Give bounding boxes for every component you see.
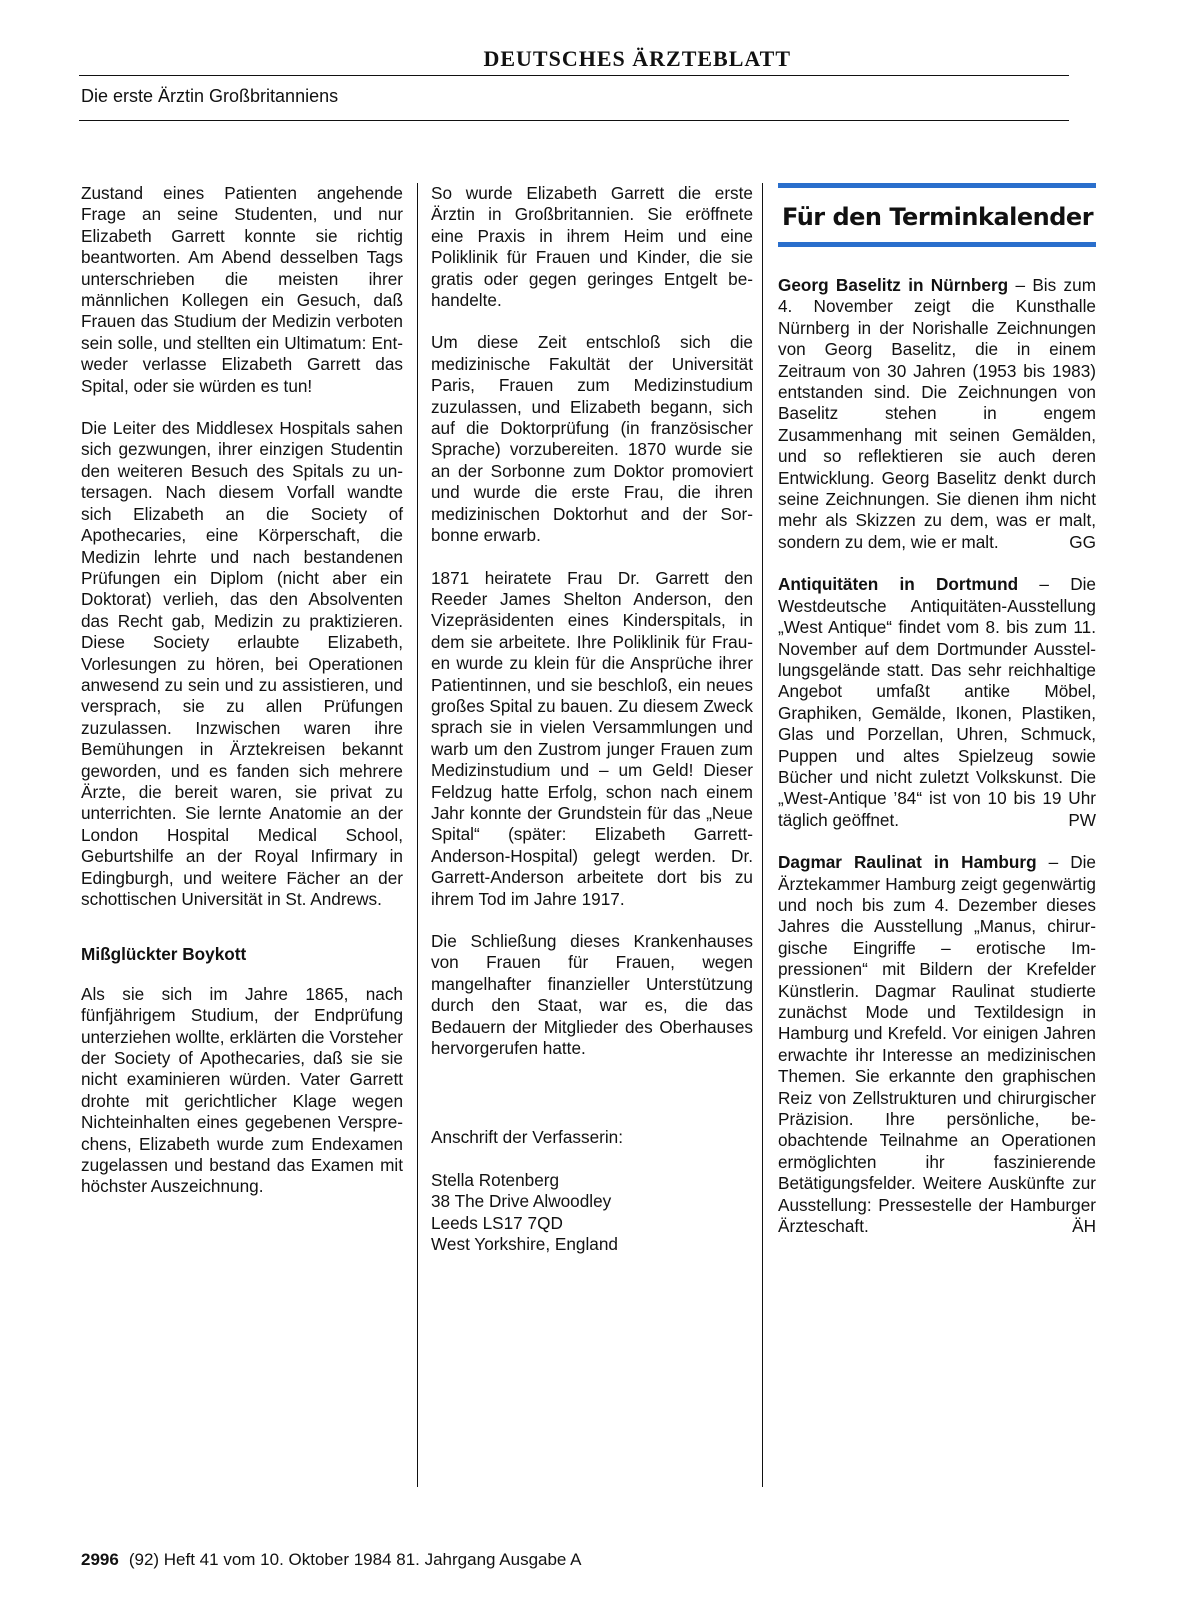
author-address	[431, 1170, 753, 1256]
address-line: West Yorkshire, England	[431, 1234, 618, 1255]
address-line: Leeds LS17 7QD	[431, 1212, 563, 1233]
issue-details: (92) Heft 41 vom 10. Oktober 1984 81. Jahrgang Ausgabe A	[128, 1550, 582, 1569]
header-rule	[79, 75, 1069, 76]
entry-heading: Dagmar Raulinat in Hamburg	[778, 852, 1037, 873]
entry-text: Die Westdeutsche Antiquitäten-Ausstellung „West Antique“ findet vom 8. bis zum 11. November auf dem Dortmunder Ausstellungsgelände statt. Das sehr reichhaltige Angebot umfaßt antike Möbel, Graphiken, Gemälde, Ikonen, Plastiken, Glas und Porzellan, Uhren, Schmuck, Puppen und altes Spielzeug sowie Bücher und nicht zuletzt Volkskunst. Die „West-Antique ’84“ ist von 10 bis 19 Uhr täglich geöffnet.	[778, 574, 1096, 830]
entry-dash: –	[1008, 275, 1033, 295]
section-title: Die erste Ärztin Großbritanniens	[81, 86, 339, 106]
entry-signature: ÄH	[1072, 1216, 1096, 1237]
journal-masthead: DEUTSCHES ÄRZTEBLATT	[483, 46, 791, 71]
entry-signature: PW	[1068, 809, 1096, 830]
paragraph: Als sie sich im Jahre 1865, nach fünfjährigem Studium, der Endprüfung unterziehen wollte, erklärten die Vorsteher der Society of Apothecaries, daß sie sie nicht examinieren würden. Vater Garrett drohte mit gerichtlicher Klage wegen Nichteinhalten eines gegebenen Versprechens, Elizabeth wurde zum Endexamen zugelassen und bestand das Examen mit höchster Auszeichnung.	[81, 983, 403, 1197]
entry-text: Die Ärztekammer Hamburg zeigt gegenwärtig und noch bis zum 4. Dezember dieses Jahres die Ausstellung „Manus, chirurgische Eingriffe – erotische Impressionen“ mit Bildern der Krefelder Künstlerin. Dagmar Raulinat studierte zunächst Mode und Textildesign in Hamburg und Krefeld. Vor einigen Jahren erwachte ihr Interesse an medizinischen Themen. Sie erkannte den graphischen Reiz von Zellstrukturen und chirurgischer Präzision. Ihre persönliche, beobachtende Teilnahme an Operationen ermöglichten ihr faszinierende Betätigungsfelder. Weitere Auskünfte zur Ausstellung: Pressestelle der Hamburger Ärzteschaft.	[778, 852, 1096, 1237]
calendar-bottom-bar	[778, 242, 1096, 247]
entry-text: Bis zum 4. November zeigt die Kunsthalle Nürnberg in der Norishalle Zeichnungen von Georg Baselitz, die in einem Zeitraum von 30 Jahren (1953 bis 1983) entstanden sind. Die Zeichnungen von Baselitz stehen in engem Zusammenhang mit seinen Gemälden, und so reflektieren sie auch deren Entwicklung. Georg Baselitz denkt durch seine Zeichnungen. Sie dienen ihm nicht mehr als Skizzen zu dem, was er malt, sondern zu dem, wie er malt.	[778, 275, 1097, 552]
subheader-rule	[79, 120, 1069, 121]
article-column-2	[431, 183, 753, 1255]
column-divider-1	[417, 183, 418, 1487]
entry-dash: –	[1018, 574, 1071, 595]
address-line: 38 The Drive Alwoodley	[431, 1191, 612, 1212]
entry-dash: –	[1036, 852, 1071, 873]
calendar-entry	[778, 574, 1096, 831]
article-column-1	[81, 183, 403, 1219]
address-label: Anschrift der Verfasserin:	[431, 1127, 624, 1148]
paragraph: Zustand eines Patienten angehende Frage an seine Studenten, und nur Elizabeth Garrett konnte sie richtig beantworten. Am Abend desselben Tags unterschrieben die meisten ihrer männlichen Kollegen ein Gesuch, daß Frauen das Studium der Medizin verboten sein solle, und stellten ein Ultimatum: Entweder verlasse Elizabeth Garrett das Spital, oder sie würden es tun!	[81, 183, 403, 396]
paragraph: Die Leiter des Middlesex Hospitals sahen sich gezwungen, ihrer einzigen Studentin den weiteren Besuch des Spitals zu untersagen. Nach diesem Vorfall wandte sich Elizabeth an die Society of Apothecaries, eine Körperschaft, die Medizin lehrte und nach bestandenen Prüfungen ein Diplom (nicht aber ein Doktorat) verlieh, das den Absolventen das Recht gab, Medizin zu praktizieren. Diese Society erlaubte Elizabeth, Vorlesungen zu hören, bei Operationen anwesend zu sein und zu assistieren, und versprach, sie zu allen Prüfungen zuzulassen. Inzwischen waren ihre Bemühungen in Ärztekreisen bekannt geworden, und es fanden sich mehrere Ärzte, die bereit waren, sie privat zu unterrichten. Sie lernte Anatomie an der London Hospital Medical School, Geburtshilfe an der Royal Infirmary in Edingburgh, und weitere Fächer an der schottischen Universität in St. Andrews.	[81, 418, 403, 909]
entry-heading: Georg Baselitz in Nürnberg	[778, 275, 1009, 295]
paragraph: 1871 heiratete Frau Dr. Garrett den Reeder James Shelton Anderson, den Vizepräsidenten eines Kinderspitals, in dem sie arbeitete. Ihre Poliklinik für Frauen wurde zu klein für die Ansprüche ihrer Patientinnen, und sie beschloß, ein neues großes Spital zu bauen. Zu diesem Zweck sprach sie in vielen Versammlungen und warb um den Zustrom junger Frauen zum Medizinstudium und – um Geld! Dieser Feldzug hatte Erfolg, schon nach einem Jahr konnte der Grundstein für das „Neue Spital“ (später: Elizabeth Garrett-Anderson-Hospital) gelegt werden. Dr. Garrett-Anderson arbeitete dort bis zu ihrem Tod im Jahre 1917.	[431, 567, 753, 909]
entry-heading: Antiquitäten in Dortmund	[778, 574, 1019, 595]
paragraph: Die Schließung dieses Krankenhauses von Frauen für Frauen, wegen mangelhafter finanzieller Unterstützung durch den Staat, war es, die das Bedauern der Mitglieder des Oberhauses hervorgerufen hatte.	[431, 931, 753, 1059]
calendar-entry	[778, 852, 1096, 1237]
paragraph: Um diese Zeit entschloß sich die medizinische Fakultät der Universität Paris, Frauen zum Medizinstudium zuzulassen, und Elizabeth begann, sich auf die Doktorprüfung (in französischer Sprache) vorzubereiten. 1870 wurde sie an der Sorbonne zum Doktor promoviert und wurde die erste Frau, die ihren medizinischen Doktorhut and der Sorbonne erwarb.	[431, 332, 753, 546]
entry-signature: GG	[1069, 531, 1096, 552]
page-footer	[81, 1550, 582, 1570]
address-line: Stella Rotenberg	[431, 1169, 560, 1190]
page-number: 2996	[81, 1550, 119, 1569]
calendar-entry	[778, 275, 1096, 553]
calendar-title: Für den Terminkalender	[782, 203, 1094, 231]
column-divider-2	[762, 183, 763, 1487]
section-subtitle: Mißglückter Boykott	[81, 944, 247, 965]
calendar-column	[778, 183, 1096, 1258]
paragraph: So wurde Elizabeth Garrett die erste Ärztin in Großbritannien. Sie eröffnete eine Praxis in ihrem Heim und eine Poliklinik für Frauen und Kinder, die sie gratis oder gegen geringes Entgelt behandelte.	[431, 183, 753, 311]
